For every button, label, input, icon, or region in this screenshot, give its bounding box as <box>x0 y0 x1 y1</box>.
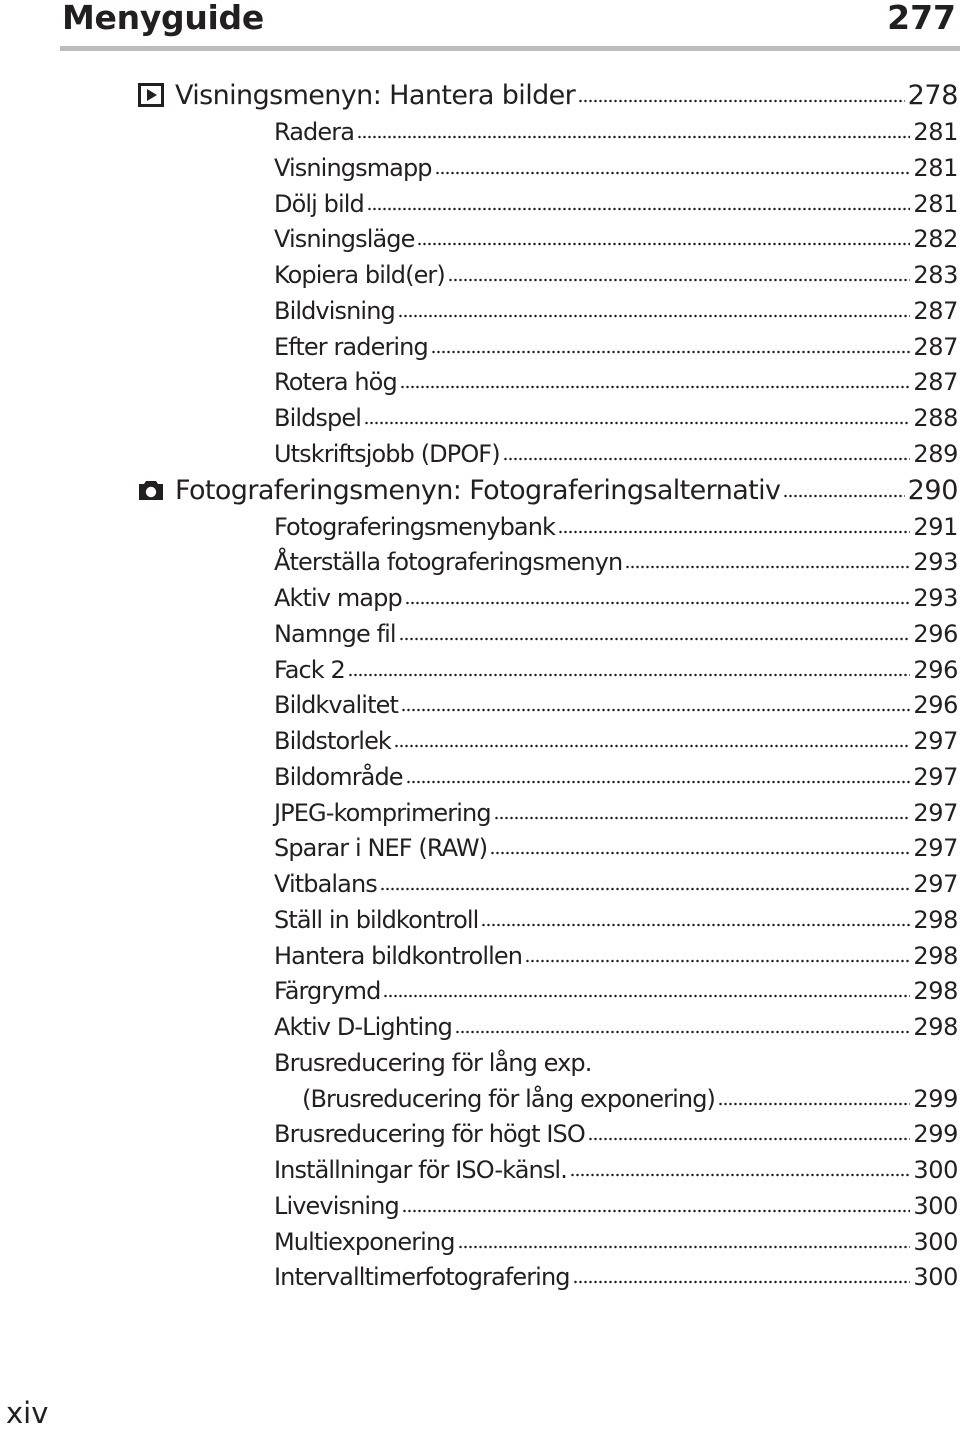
toc-entry-label: Fotograferingsmenybank <box>274 512 556 541</box>
toc-entry-label: (Brusreducering för lång exponering) <box>302 1084 715 1113</box>
toc-entry <box>274 759 958 795</box>
toc-entry-page-number: 296 <box>913 655 958 684</box>
dot-leader <box>588 1137 911 1141</box>
toc-entry-label: Bildkvalitet <box>274 691 398 720</box>
toc-entry-page-number: 288 <box>913 404 958 432</box>
dot-leader <box>383 994 910 998</box>
toc-entry <box>274 257 958 293</box>
toc-entry-page-number: 293 <box>913 584 958 612</box>
dot-leader <box>380 887 910 891</box>
toc-entry <box>274 400 958 436</box>
toc-entry-label: Kopiera bild(er) <box>274 261 445 289</box>
toc-entry-page-number: 300 <box>913 1156 958 1184</box>
toc-entry <box>274 329 958 365</box>
toc-entry-label: Brusreducering för högt ISO <box>274 1120 585 1149</box>
toc-entry <box>274 1116 958 1152</box>
dot-leader <box>348 673 910 677</box>
toc-entry-page-number: 283 <box>913 261 958 289</box>
toc-entry-page-number: 293 <box>913 548 958 577</box>
toc-entry <box>274 221 958 257</box>
toc-entry-label: Namnge fil <box>274 619 396 648</box>
header-divider <box>60 46 960 51</box>
toc-entry-label: Färgrymd <box>274 977 381 1006</box>
toc-entry <box>274 973 958 1009</box>
toc-entry-label: Hantera bildkontrollen <box>274 941 523 970</box>
toc-entry <box>274 902 958 938</box>
toc-entry-label: Bildspel <box>274 404 362 432</box>
toc-entry-label: Bildvisning <box>274 296 395 325</box>
toc-entry <box>274 687 958 723</box>
toc-entry-page-number: 287 <box>913 332 958 361</box>
toc-entry-page-number: 297 <box>913 870 958 898</box>
toc-entry-label: Ställ in bildkontroll <box>274 905 479 934</box>
toc-entry-label: JPEG-komprimering <box>274 798 491 827</box>
toc-entry-page-number: 281 <box>913 153 958 182</box>
toc-entry <box>274 544 958 580</box>
dot-leader <box>503 457 911 461</box>
toc-entry-label: Utskriftsjobb (DPOF) <box>274 439 500 468</box>
dot-leader <box>367 207 911 211</box>
toc-entry-page-number: 297 <box>913 762 958 791</box>
toc-entry-label: Multiexponering <box>274 1227 455 1256</box>
toc-entry <box>274 830 958 866</box>
dot-leader <box>399 637 911 641</box>
page-title: Menyguide <box>62 0 264 37</box>
toc-entry-page-number: 298 <box>913 977 958 1006</box>
toc-entry-page-number: 291 <box>913 512 958 541</box>
toc-entry-page-number: 298 <box>913 905 958 934</box>
dot-leader <box>525 959 910 963</box>
dot-leader <box>401 708 910 712</box>
dot-leader <box>573 1280 911 1284</box>
dot-leader <box>718 1102 910 1106</box>
toc-entry <box>274 1009 958 1045</box>
toc-entry-page-number: 296 <box>913 619 958 648</box>
toc-entry <box>274 364 958 400</box>
toc-entry <box>274 293 958 329</box>
toc-entry-page-number: 297 <box>913 798 958 827</box>
toc-entry-page-number: 298 <box>913 1013 958 1041</box>
toc-entry-page-number: 300 <box>913 1191 958 1220</box>
toc-entry-page-number: 281 <box>913 189 958 218</box>
toc-entry-label: Bildstorlek <box>274 727 391 755</box>
toc-section-entry <box>138 472 958 510</box>
toc-entry-page-number: 282 <box>913 225 958 254</box>
toc-entry-label: Visningsläge <box>274 225 415 254</box>
dot-leader <box>783 494 904 498</box>
toc-entry <box>274 1152 958 1188</box>
toc-entry-page-number: 281 <box>913 118 958 146</box>
footer-page-number: xiv <box>6 1396 49 1430</box>
toc-entry-label: Aktiv mapp <box>274 584 402 612</box>
dot-leader <box>481 923 910 927</box>
toc-entry-page-number: 290 <box>907 474 958 506</box>
toc-entry <box>274 436 958 472</box>
toc-entry-page-number: 289 <box>913 439 958 468</box>
toc-entry-label: Visningsmapp <box>274 153 432 182</box>
toc-entry <box>274 1188 958 1224</box>
toc-entry-label: Fotograferingsmenyn: Fotograferingsalternativ <box>175 474 781 506</box>
toc-entry-page-number: 299 <box>913 1084 958 1113</box>
toc-entry <box>274 938 958 974</box>
toc-entry-label: Fack 2 <box>274 655 345 684</box>
toc-entry-label: Livevisning <box>274 1191 399 1220</box>
dot-leader <box>448 278 911 282</box>
toc-entry-page-number: 287 <box>913 368 958 397</box>
toc-entry-label: Bildområde <box>274 762 403 791</box>
toc-entry-page-number: 300 <box>913 1227 958 1256</box>
toc-entry <box>274 580 958 616</box>
dot-leader <box>405 601 911 605</box>
toc-entry <box>274 1045 958 1081</box>
toc-entry-label: Efter radering <box>274 332 428 361</box>
toc-entry-label: Rotera hög <box>274 368 397 397</box>
dot-leader <box>402 1209 911 1213</box>
dot-leader <box>558 530 910 534</box>
header-page-number: 277 <box>887 0 956 37</box>
toc-entry-page-number: 297 <box>913 834 958 863</box>
toc-entry-label: Vitbalans <box>274 870 377 898</box>
dot-leader <box>455 1030 910 1034</box>
toc-entry-page-number: 298 <box>913 941 958 970</box>
toc-entry-page-number: 296 <box>913 691 958 720</box>
dot-leader <box>417 242 910 246</box>
toc-entry <box>274 1224 958 1260</box>
toc-entry-label: Återställa fotograferingsmenyn <box>274 548 623 577</box>
dot-leader <box>490 851 910 855</box>
toc-entry-label: Intervalltimerfotografering <box>274 1263 570 1292</box>
playback-icon <box>138 83 166 107</box>
dot-leader <box>578 99 905 103</box>
toc-entry-page-number: 278 <box>907 80 958 111</box>
toc-entry-label: Sparar i NEF (RAW) <box>274 834 488 863</box>
dot-leader <box>570 1173 910 1177</box>
dot-leader <box>400 385 911 389</box>
toc-entry <box>274 509 958 545</box>
toc-entry-page-number: 300 <box>913 1263 958 1292</box>
dot-leader <box>357 135 910 139</box>
dot-leader <box>398 314 911 318</box>
toc-entry-label: Dölj bild <box>274 189 364 218</box>
toc-entry <box>274 616 958 652</box>
dot-leader <box>431 350 911 354</box>
toc-entry-page-number: 287 <box>913 296 958 325</box>
dot-leader <box>625 565 910 569</box>
toc-entry-label: Inställningar för ISO-känsl. <box>274 1156 567 1184</box>
dot-leader <box>458 1245 911 1249</box>
toc-entry <box>274 795 958 831</box>
toc-entry <box>274 723 958 759</box>
toc-entry <box>274 866 958 902</box>
toc-entry <box>274 114 958 150</box>
dot-leader <box>364 421 910 425</box>
toc-entry <box>274 150 958 186</box>
dot-leader <box>406 780 911 784</box>
toc-entry-page-number: 299 <box>913 1120 958 1149</box>
toc-entry <box>302 1081 958 1117</box>
toc-entry-label: Radera <box>274 118 355 146</box>
camera-icon <box>138 478 166 502</box>
toc-entry-label: Aktiv D-Lighting <box>274 1013 452 1041</box>
toc-entry-label: Visningsmenyn: Hantera bilder <box>175 80 576 111</box>
dot-leader <box>494 816 911 820</box>
toc-entry <box>274 1259 958 1295</box>
toc-entry-label: Brusreducering för lång exp. <box>274 1048 592 1077</box>
toc-section-entry <box>138 77 958 115</box>
toc-entry <box>274 652 958 688</box>
toc-entry <box>274 186 958 222</box>
toc-entry-page-number: 297 <box>913 727 958 755</box>
dot-leader <box>435 171 911 175</box>
dot-leader <box>394 744 910 748</box>
